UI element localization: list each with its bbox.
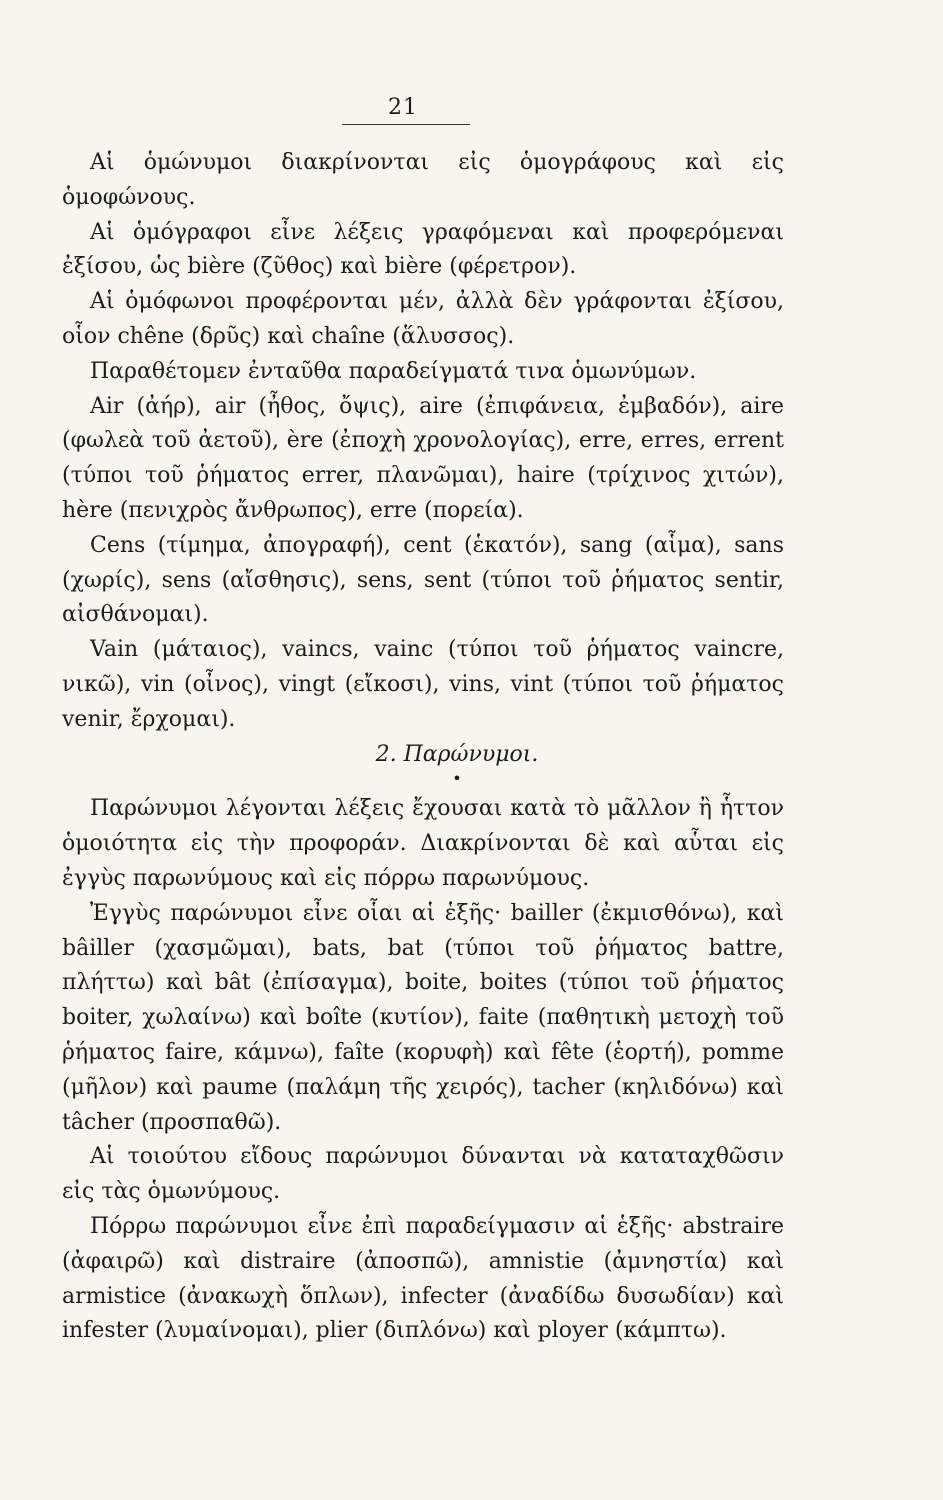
section-divider-dot: • <box>452 769 462 789</box>
paragraph: Αἱ ὁμόγραφοι εἶνε λέξεις γραφόμεναι καὶ προφερόμεναι ἐξίσου, ὡς bière (ζῦθος) καὶ bière (φέρετρον). <box>62 219 784 280</box>
section-heading: 2. Παρώνυμοι. <box>375 741 539 767</box>
body-text <box>62 146 784 1349</box>
paragraph: Αἱ ὁμώνυμοι διακρίνονται εἰς ὁμογράφους καὶ εἰς ὁμοφώνους. <box>62 150 784 210</box>
header-rule <box>342 124 470 125</box>
paragraph: Vain (μάταιος), vaincs, vainc (τύποι τοῦ ῥήματος vaincre, νικῶ), vin (οἶνος), vingt (εἴκοσι), vins, vint (τύποι τοῦ ῥήματος venir, ἔρχομαι). <box>62 637 784 732</box>
paragraph: Παρώνυμοι λέγονται λέξεις ἔχουσαι κατὰ τὸ μᾶλλον ἢ ἧττον ὁμοιότητα εἰς τὴν προφοράν. Διακρίνονται δὲ καὶ αὗται εἰς ἐγγὺς παρωνύμους καὶ εἰς πόρρω παρωνύμους. <box>62 796 784 891</box>
page-number: 21 <box>388 95 418 120</box>
paragraph: Πόρρω παρώνυμοι εἶνε ἐπὶ παραδείγμασιν αἱ ἑξῆς· abstraire (ἀφαιρῶ) καὶ distraire (ἀποσπῶ), amnistie (ἀμνηστία) καὶ armistice (ἀνακωχὴ ὅπλων), infecter (ἀναδίδω δυσωδίαν) καὶ infester (λυμαίνομαι), plier (διπλόνω) καὶ ployer (κάμπτω). <box>62 1213 784 1344</box>
paragraph: Air (ἀήρ), air (ἦθος, ὄψις), aire (ἐπιφάνεια, ἐμβαδόν), aire (φωλεὰ τοῦ ἀετοῦ), ère (ἐποχὴ χρονολογίας), erre, erres, errent (τύποι τοῦ ῥήματος errer, πλανῶμαι), haire (τρίχινος χιτών), hère (πενιχρὸς ἄνθρωπος), erre (πορεία). <box>62 393 784 523</box>
paragraph: Παραθέτομεν ἐνταῦθα παραδείγματά τινα ὁμωνύμων. <box>90 358 697 384</box>
paragraph: Ἐγγὺς παρώνυμοι εἶνε οἷαι αἱ ἑξῆς· bailler (ἐκμισθόνω), καὶ bâiller (χασμῶμαι), bats, bat (τύποι τοῦ ῥήματος battre, πλήττω) καὶ bât (ἐπίσαγμα), boite, boites (τύποι τοῦ ῥήματος boiter, χωλαίνω) καὶ boîte (κυτίον), faite (παθητικὴ μετοχὴ τοῦ ῥήματος faire, κάμνω), faîte (κορυφὴ) καὶ fête (ἑορτή), pomme (μῆλον) καὶ paume (παλάμη τῆς χειρός), tacher (κηλιδόνω) καὶ tâcher (προσπαθῶ). <box>62 900 784 1135</box>
paragraph: Αἱ τοιούτου εἴδους παρώνυμοι δύνανται νὰ καταταχθῶσιν εἰς τὰς ὁμωνύμους. <box>62 1144 784 1205</box>
paragraph: Cens (τίμημα, ἀπογραφή), cent (ἑκατόν), sang (αἷμα), sans (χωρίς), sens (αἴσθησις), sens, sent (τύποι τοῦ ῥήματος sentir, αἰσθάνομαι). <box>62 532 784 628</box>
paragraph: Αἱ ὁμόφωνοι προφέρονται μέν, ἀλλὰ δὲν γράφονται ἐξίσου, οἷον chêne (δρῦς) καὶ chaîne (ἅλυσσος). <box>62 289 784 349</box>
